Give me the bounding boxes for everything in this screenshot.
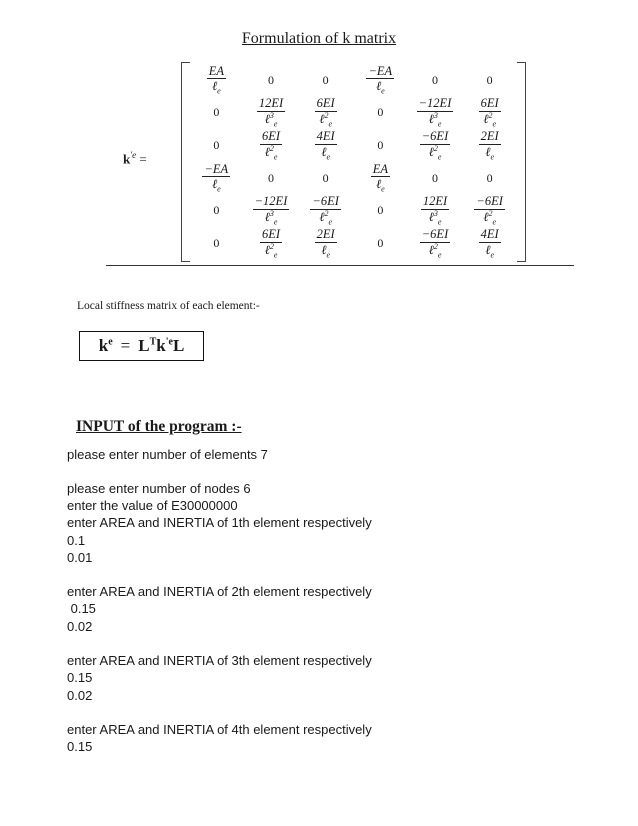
fraction-numerator: EA [372, 161, 388, 176]
matrix-cell: 0 [213, 105, 220, 120]
fraction-numerator: −12EI [418, 96, 452, 111]
program-line: enter AREA and INERTIA of 2th element respectively [67, 584, 372, 599]
matrix-label [123, 150, 147, 167]
program-line: enter AREA and INERTIA of 4th element respectively [67, 722, 372, 737]
fraction-numerator: 12EI [258, 96, 284, 111]
formula-equals: = [120, 336, 131, 355]
matrix-right-bracket [517, 62, 526, 262]
matrix-fraction [260, 228, 282, 259]
matrix-cell [408, 97, 463, 130]
matrix-cell: 0 [486, 170, 493, 185]
program-line: please enter number of elements 7 [67, 447, 268, 462]
fraction-denominator: ℓ$_e$ [211, 79, 221, 96]
matrix-cell: 0 [267, 170, 274, 185]
fraction-numerator: 12EI [422, 194, 448, 209]
matrix-fraction [260, 130, 282, 161]
matrix-fraction [202, 163, 230, 194]
matrix-cell: 0 [431, 170, 438, 185]
matrix-cell: 0 [322, 72, 329, 87]
document-title: Formulation of k matrix [241, 30, 397, 47]
matrix-cell: 0 [213, 138, 220, 153]
matrix-cell: 0 [377, 236, 384, 251]
fraction-denominator: ℓ$_e$ [211, 177, 221, 194]
fraction-denominator: ℓ$^2_e$ [428, 241, 442, 260]
matrix-fraction [479, 97, 501, 128]
fraction-denominator: ℓ$^2_e$ [264, 143, 278, 162]
matrix-cell [189, 64, 244, 97]
matrix-fraction [315, 228, 337, 259]
fraction-denominator: ℓ$^3_e$ [264, 110, 278, 129]
fraction-numerator: −EA [368, 63, 393, 78]
fraction-numerator: 6EI [480, 96, 499, 111]
fraction-numerator: −EA [204, 161, 229, 176]
matrix-cell [244, 97, 299, 130]
fraction-denominator: ℓ$^3_e$ [428, 110, 442, 129]
matrix-cell: 0 [377, 138, 384, 153]
matrix-fraction [366, 65, 394, 96]
matrix-fraction [420, 228, 450, 259]
fraction-numerator: 6EI [261, 227, 281, 242]
matrix-cell [244, 227, 299, 260]
fraction-numerator: 2EI [316, 227, 335, 242]
fraction-denominator: ℓ$^2_e$ [483, 110, 497, 129]
program-line: enter the value of E30000000 [67, 498, 238, 513]
program-line: 0.15 [67, 739, 93, 754]
fraction-denominator: ℓ$^2_e$ [483, 208, 497, 227]
matrix-cell: 0 [213, 236, 220, 251]
fraction-denominator: ℓ$^3_e$ [428, 208, 442, 227]
matrix-fraction [315, 130, 337, 161]
matrix-fraction [310, 195, 340, 226]
fraction-numerator: 4EI [480, 227, 499, 242]
matrix-cell [298, 129, 353, 162]
fraction-denominator: ℓ$^2_e$ [319, 110, 333, 129]
matrix-cell [408, 227, 463, 260]
formula-box [79, 331, 204, 361]
matrix-cell: 0 [486, 72, 493, 87]
fraction-denominator: ℓ$_e$ [485, 242, 495, 260]
program-line: 0.15 [67, 601, 96, 616]
program-line: please enter number of nodes 6 [67, 481, 251, 496]
matrix-fraction [420, 130, 450, 161]
matrix-cell [244, 195, 299, 228]
fraction-numerator: EA [208, 63, 224, 78]
program-line: enter AREA and INERTIA of 3th element respectively [67, 653, 372, 668]
matrix-fraction [315, 97, 337, 128]
matrix-cell [353, 162, 408, 195]
local-stiffness-label: Local stiffness matrix of each element:- [77, 300, 260, 312]
matrix-cell [189, 162, 244, 195]
fraction-denominator: ℓ$^3_e$ [264, 208, 278, 227]
fraction-denominator: ℓ$_e$ [375, 177, 385, 194]
divider-rule [106, 265, 574, 266]
matrix-cell [298, 195, 353, 228]
matrix-label-sup: 'e [130, 150, 137, 160]
matrix-cell [244, 129, 299, 162]
matrix-fraction [479, 228, 501, 259]
program-line: 0.15 [67, 670, 93, 685]
fraction-numerator: 6EI [316, 96, 335, 111]
fraction-numerator: −6EI [421, 227, 449, 242]
program-line: 0.02 [67, 619, 93, 634]
program-line: enter AREA and INERTIA of 1th element respectively [67, 515, 372, 530]
matrix-cell [408, 195, 463, 228]
matrix-label-equals: = [139, 151, 147, 167]
program-line: 0.1 [67, 533, 86, 548]
matrix-fraction [371, 163, 390, 194]
program-line: 0.01 [67, 550, 93, 565]
input-heading: INPUT of the program :- [76, 418, 242, 435]
matrix-cell [353, 64, 408, 97]
matrix-cell: 0 [322, 170, 329, 185]
matrix-cell [462, 129, 517, 162]
fraction-denominator: ℓ$_e$ [375, 79, 385, 96]
matrix-cell [298, 97, 353, 130]
matrix-cell: 0 [377, 203, 384, 218]
matrix-cell: 0 [377, 105, 384, 120]
fraction-numerator: 4EI [316, 129, 335, 144]
fraction-denominator: ℓ$^2_e$ [428, 143, 442, 162]
matrix-cell: 0 [431, 72, 438, 87]
fraction-numerator: −6EI [476, 194, 503, 209]
fraction-numerator: 6EI [261, 129, 281, 144]
matrix-fraction [417, 97, 454, 128]
matrix-cell: 0 [267, 72, 274, 87]
formula-lhs: $k^e$ [98, 336, 113, 355]
matrix-cell: 0 [213, 203, 220, 218]
matrix-cell [462, 97, 517, 130]
matrix-cell [462, 195, 517, 228]
fraction-denominator: ℓ$_e$ [485, 144, 495, 162]
fraction-denominator: ℓ$^2_e$ [264, 241, 278, 260]
matrix-cell [408, 129, 463, 162]
fraction-numerator: 2EI [480, 129, 499, 144]
matrix-fraction [257, 97, 285, 128]
fraction-numerator: −6EI [312, 194, 339, 209]
matrix-fraction [474, 195, 504, 226]
matrix-cell [462, 227, 517, 260]
matrix-fraction [421, 195, 449, 226]
fraction-denominator: ℓ$^2_e$ [319, 208, 333, 227]
stiffness-matrix [189, 64, 517, 260]
matrix-cell [298, 227, 353, 260]
matrix-label-base: k [123, 151, 131, 167]
formula-rhs: $L^Tk^{'e}L$ [138, 336, 185, 355]
program-line: 0.02 [67, 688, 93, 703]
fraction-numerator: −12EI [254, 194, 288, 209]
matrix-fraction [253, 195, 290, 226]
fraction-numerator: −6EI [421, 129, 449, 144]
matrix-fraction [207, 65, 226, 96]
fraction-denominator: ℓ$_e$ [321, 144, 331, 162]
fraction-denominator: ℓ$_e$ [321, 242, 331, 260]
matrix-fraction [479, 130, 501, 161]
